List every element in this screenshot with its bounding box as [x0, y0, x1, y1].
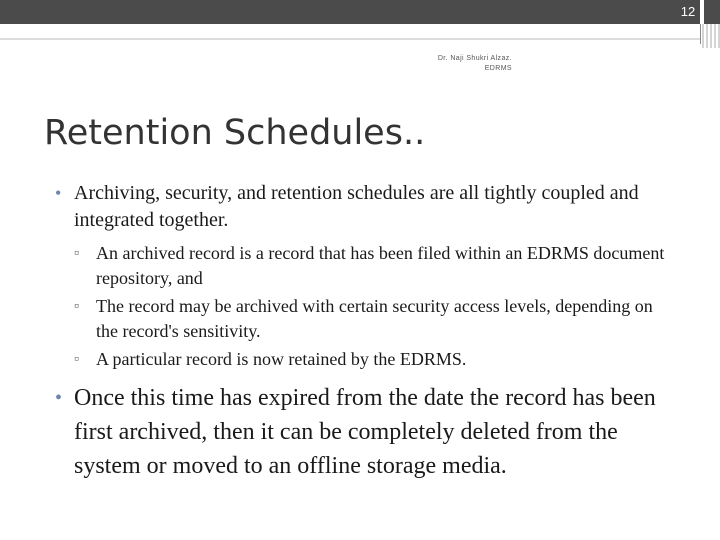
corner-pattern [702, 24, 720, 48]
page-number: 12 [680, 4, 696, 19]
sub-bullet-item [0, 294, 676, 344]
sub-bullet-item [0, 241, 676, 291]
slide-body [0, 180, 720, 483]
sub-bullet-text: A particular record is now retained by the EDRMS. [96, 349, 467, 369]
sub-bullet-text: An archived record is a record that has been filed within an EDRMS document repository, and [96, 243, 665, 288]
bullet-marker-icon: • [55, 183, 62, 203]
bullet-item [0, 180, 674, 234]
sub-bullet-text: The record may be archived with certain security access levels, depending on the record's sensitivity. [96, 296, 653, 341]
author-name: Dr. Naji Shukri Alzaz. [437, 55, 512, 62]
bullet-text: Once this time has expired from the date the record has been first archived, then it can be completely deleted from the system or moved to an offline storage media. [74, 385, 656, 479]
slide-title: Retention Schedules.. [44, 113, 426, 153]
author-topic: EDRMS [484, 65, 512, 72]
header-divider [700, 24, 701, 44]
square-bullet-icon: ▫ [74, 246, 79, 261]
bullet-marker-icon: • [55, 387, 63, 409]
header-bar [0, 0, 700, 24]
author-note [420, 54, 512, 74]
sub-bullet-item [0, 347, 676, 372]
square-bullet-icon: ▫ [74, 299, 79, 314]
header-underline [0, 38, 700, 40]
sub-bullet-list [0, 241, 720, 372]
bullet-item [0, 381, 684, 483]
square-bullet-icon: ▫ [74, 352, 79, 367]
header-right-strip [704, 0, 720, 24]
bullet-text: Archiving, security, and retention schedules are all tightly coupled and integrated together. [74, 182, 639, 231]
